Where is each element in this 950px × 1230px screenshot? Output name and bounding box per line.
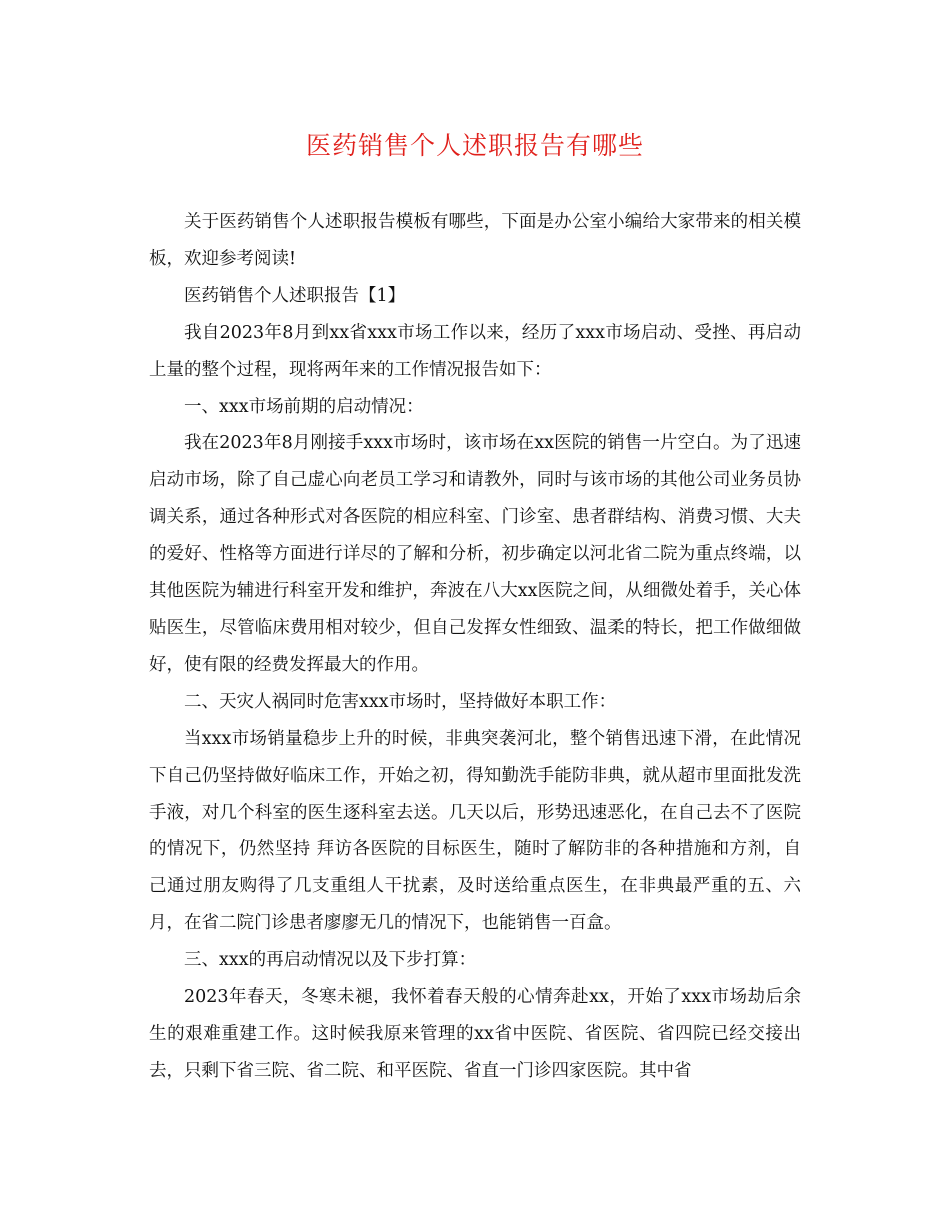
paragraph-intro: 关于医药销售个人述职报告模板有哪些，下面是办公室小编给大家带来的相关模板，欢迎参考阅读! xyxy=(149,212,801,269)
paragraph: 我在2023年8月刚接手xxx市场时，该市场在xx医院的销售一片空白。为了迅速启动市场，除了自己虚心向老员工学习和请教外，同时与该市场的其他公司业务员协调关系，通过各种形式对各医院的相应科室、门诊室、患者群结构、消费习惯、大夫的爱好、性格等方面进行详尽的了解和分析，初步确定以河北省二院为重点终端，以其他医院为辅进行科室开发和维护，奔波在八大xx医院之间，从细微处着手，关心体贴医生，尽管临床费用相对较少，但自己发挥女性细致、温柔的特长，把工作做细做好，使有限的经费发挥最大的作用。 xyxy=(149,433,801,675)
section-heading: 三、xxx的再启动情况以及下步打算： xyxy=(184,950,477,971)
paragraph: 当xxx市场销量稳步上升的时候，非典突袭河北，整个销售迅速下滑，在此情况下自己仍坚持做好临床工作，开始之初，得知勤洗手能防非典，就从超市里面批发洗手液，对几个科室的医生逐科室去送。几天以后，形势迅速恶化，在自己去不了医院的情况下，仍然坚持 拜访各医院的目标医生，随时了解防非的各种措施和方剂，自己通过朋友购得了几支重组人干扰素，及时送给重点医生，在非典最严重的五、六月，在省二院门诊患者廖廖无几的情况下，也能销售一百盒。 xyxy=(149,728,801,934)
document-body xyxy=(149,204,801,1090)
document-title: 医药销售个人述职报告有哪些 xyxy=(305,131,644,160)
section-heading: 一、xxx市场前期的启动情况： xyxy=(184,396,424,417)
section-heading: 二、天灾人祸同时危害xxx市场时，坚持做好本职工作： xyxy=(184,691,617,712)
paragraph: 我自2023年8月到xx省xxx市场工作以来，经历了xxx市场启动、受挫、再启动上量的整个过程，现将两年来的工作情况报告如下： xyxy=(149,322,801,380)
paragraph: 2023年春天，冬寒未褪，我怀着春天般的心情奔赴xx，开始了xxx市场劫后余生的艰难重建工作。这时候我原来管理的xx省中医院、省医院、省四院已经交接出去，只剩下省三院、省二院、和平医院、省直一门诊四家医院。其中省 xyxy=(149,987,801,1081)
section-heading-report-1: 医药销售个人述职报告【1】 xyxy=(184,285,406,306)
